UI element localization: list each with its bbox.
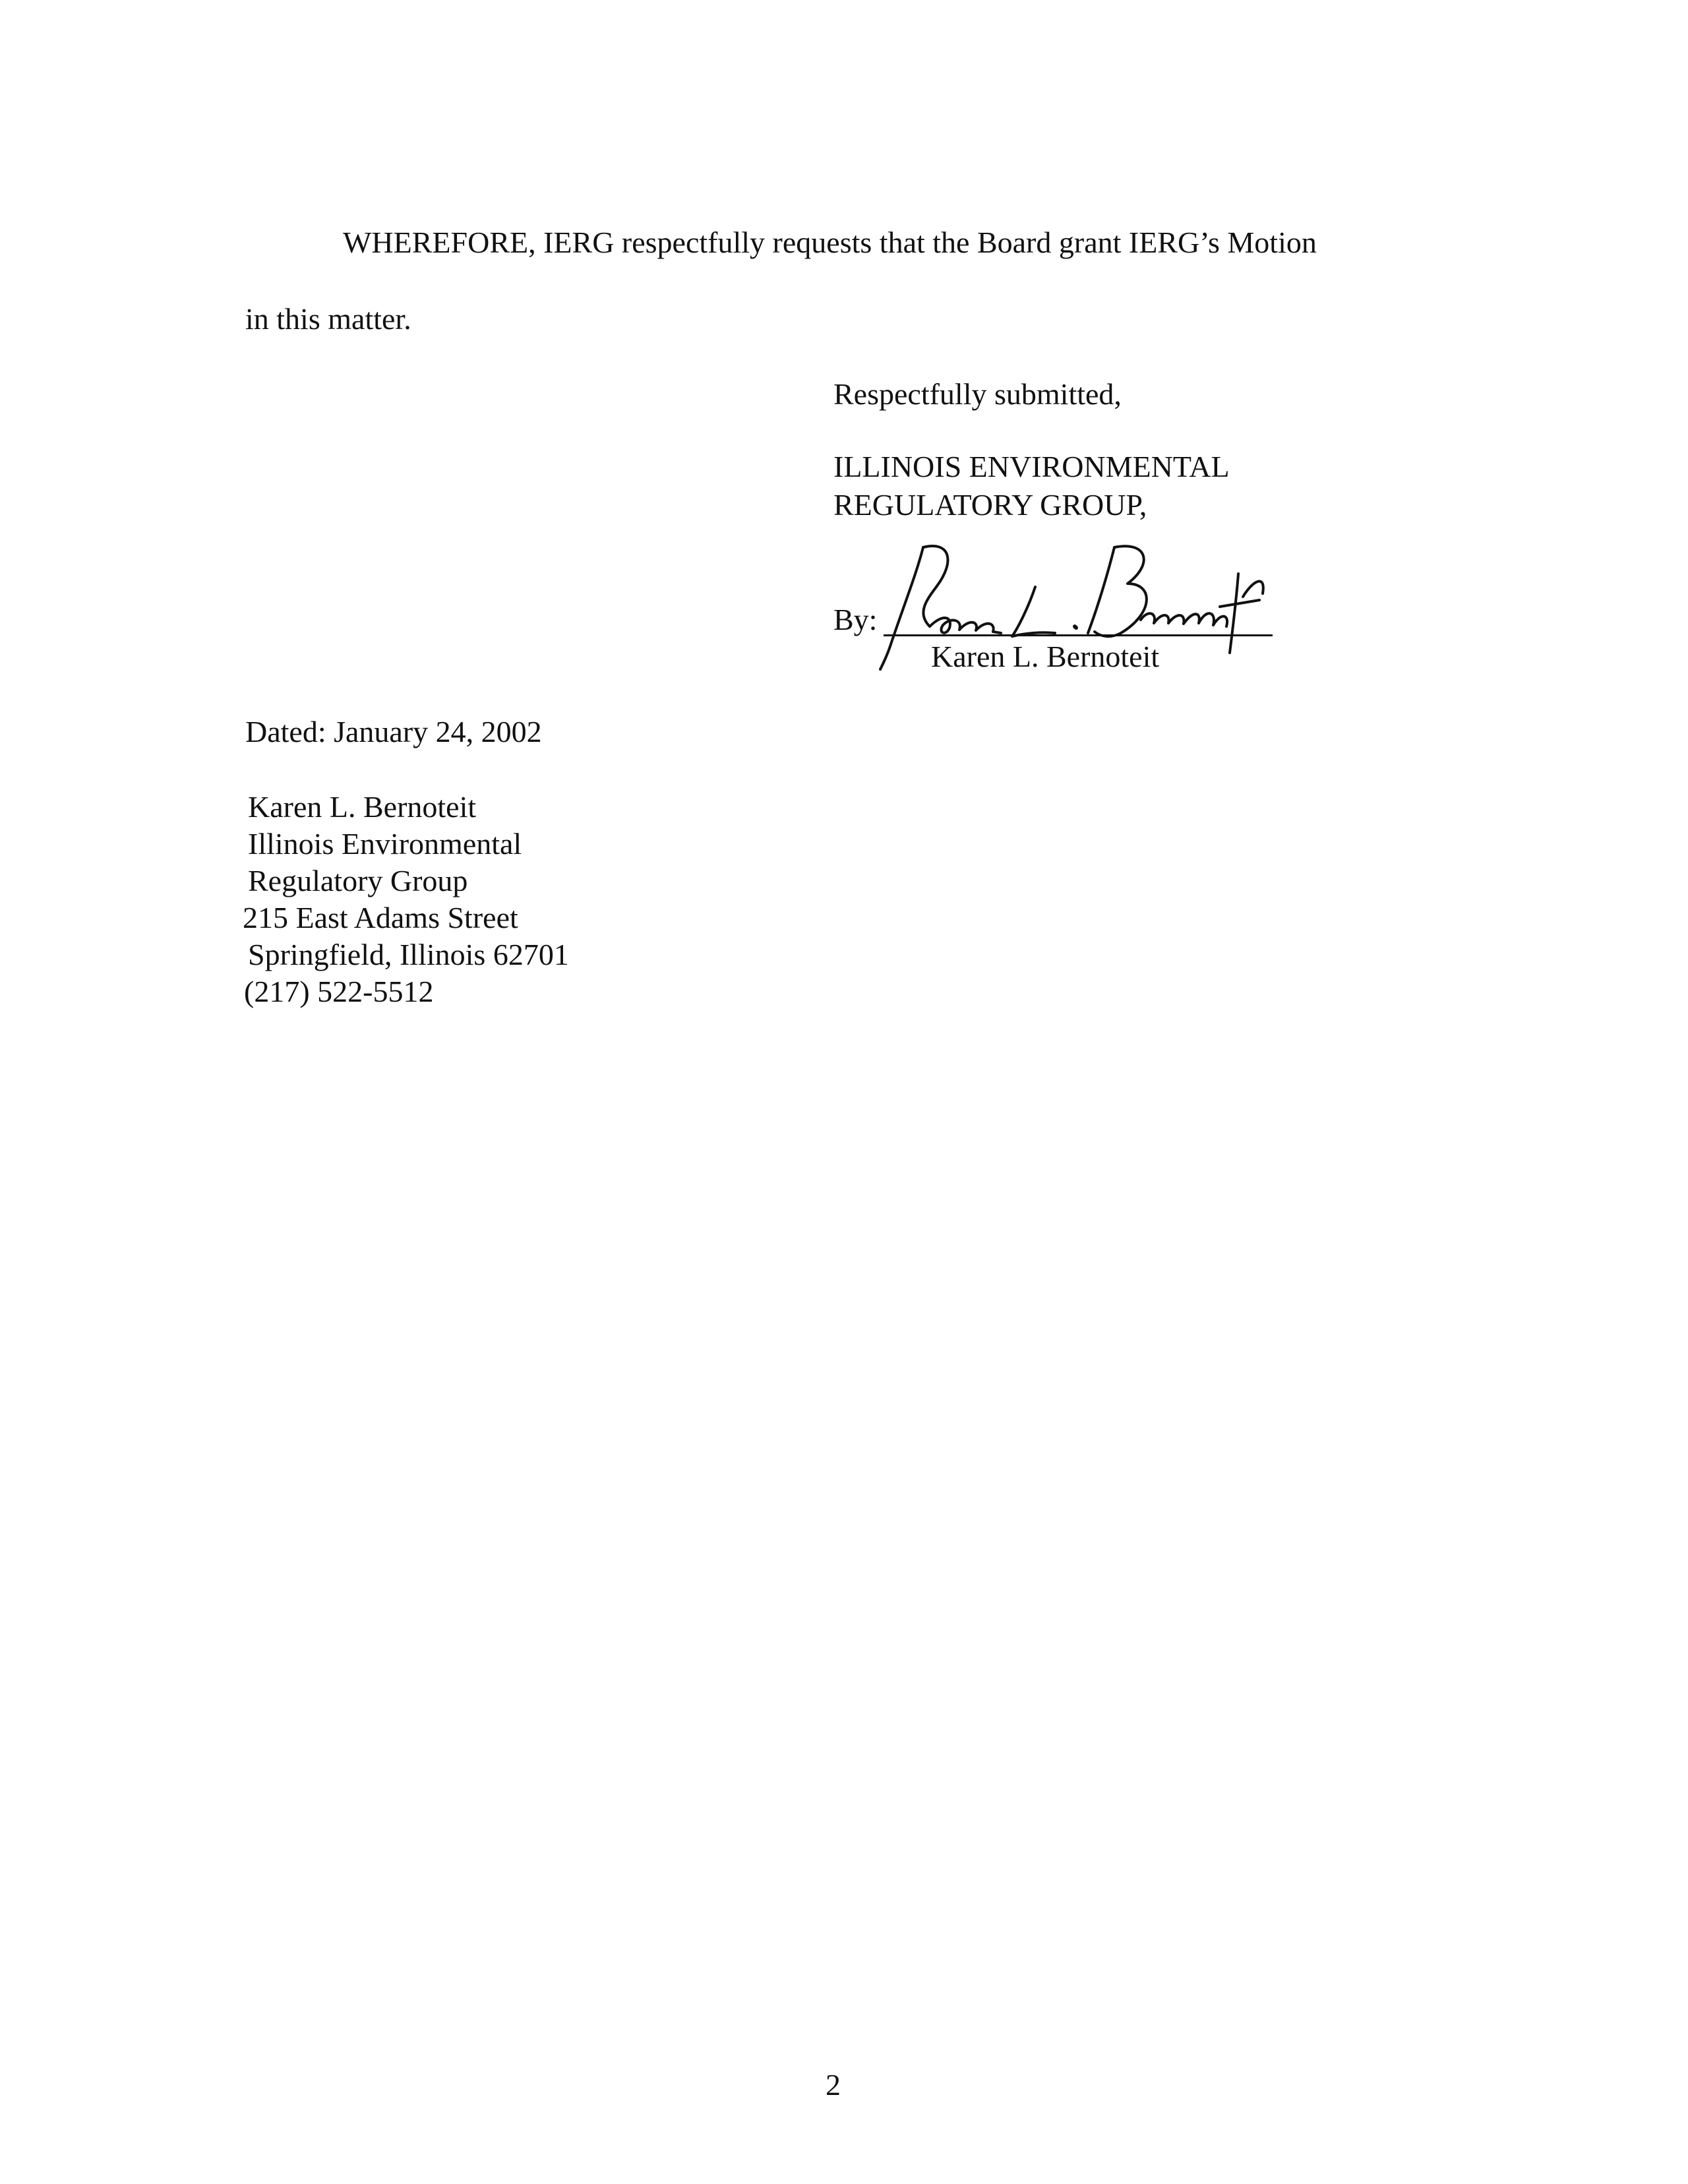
phone-number: (217) 522-5512	[244, 975, 434, 1008]
organization-name-line-2: REGULATORY GROUP,	[833, 488, 1147, 522]
body-paragraph-line-2: in this matter.	[245, 302, 411, 336]
body-paragraph-line-1: WHEREFORE, IERG respectfully requests that the Board grant IERG’s Motion	[343, 226, 1317, 259]
organization-name-line-1: ILLINOIS ENVIRONMENTAL	[833, 450, 1230, 483]
by-label: By:	[833, 603, 878, 636]
address-line: Illinois Environmental	[248, 827, 522, 861]
signer-typed-name: Karen L. Bernoteit	[931, 640, 1160, 673]
address-line: Regulatory Group	[248, 864, 468, 897]
dated-line: Dated: January 24, 2002	[245, 715, 542, 748]
address-line: Springfield, Illinois 62701	[248, 938, 569, 971]
page-number: 2	[826, 2068, 841, 2102]
closing-text: Respectfully submitted,	[833, 377, 1122, 411]
address-line: 215 East Adams Street	[243, 901, 518, 934]
address-line: Karen L. Bernoteit	[248, 790, 477, 824]
